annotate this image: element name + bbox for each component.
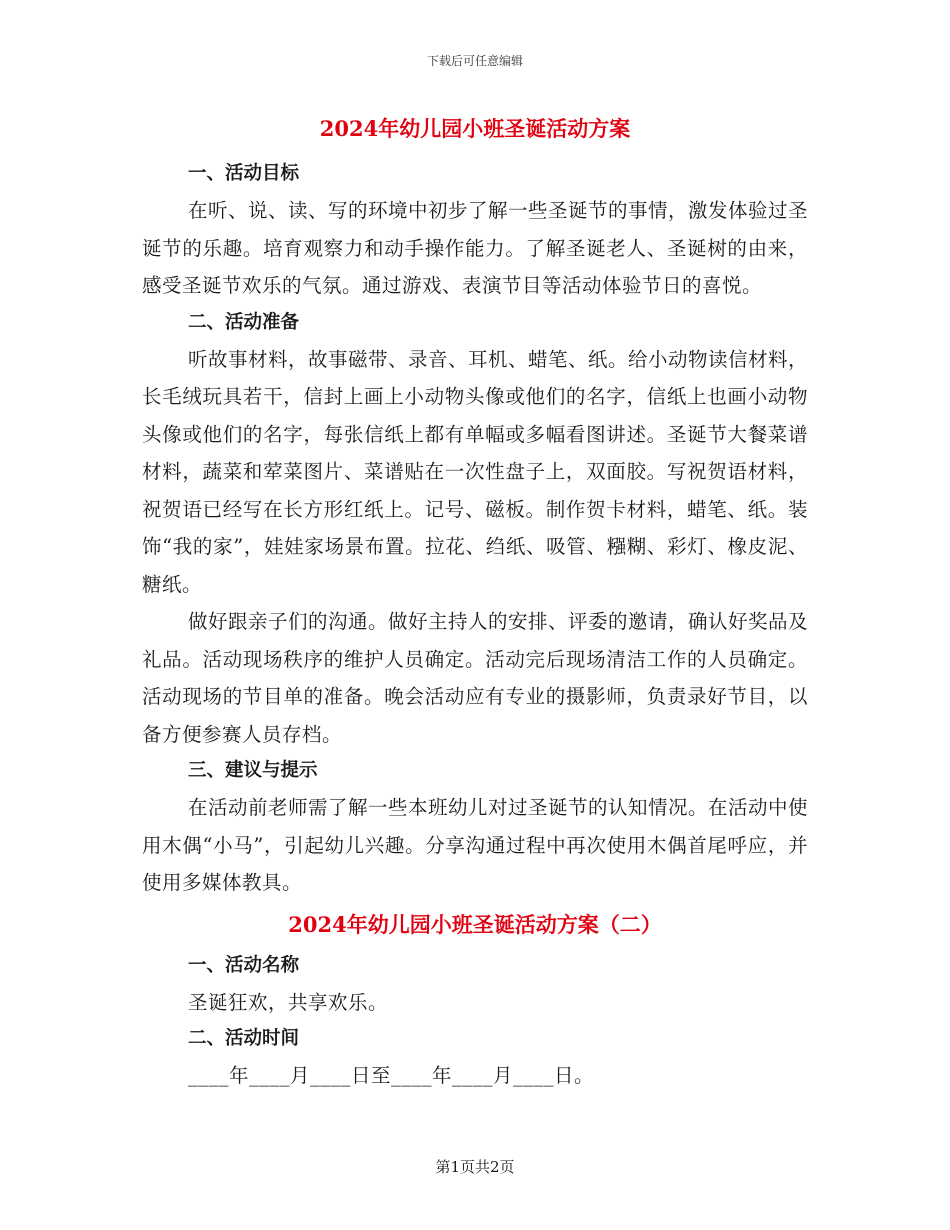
page-header-note: 下载后可任意编辑 — [426, 54, 523, 68]
document-body — [142, 112, 808, 1095]
page-footer-number: 第1页共2页 — [435, 1158, 515, 1176]
section-heading-activity-time: 二、活动时间 — [188, 1028, 300, 1049]
paragraph-goals: 在听、说、读、写的环境中初步了解一些圣诞节的事情，激发体验过圣诞节的乐趣。培育观察力和动手操作能力。了解圣诞老人、圣诞树的由来，感受圣诞节欢乐的气氛。通过游戏、表演节目等活动体验节日的喜悦。 — [142, 199, 809, 297]
document-title: 2024年幼儿园小班圣诞活动方案 — [319, 116, 631, 141]
section-heading-suggestions: 三、建议与提示 — [188, 760, 318, 781]
section-heading-goals: 一、活动目标 — [188, 163, 300, 184]
section-heading-preparation: 二、活动准备 — [188, 311, 300, 333]
document-title-second: 2024年幼儿园小班圣诞活动方案（二） — [288, 911, 662, 937]
paragraph-activity-time: ____年____月____日至____年____月____日。 — [188, 1064, 595, 1087]
paragraph-suggestions: 在活动前老师需了解一些本班幼儿对过圣诞节的认知情况。在活动中使用木偶“小马”，引起幼儿兴趣。分享沟通过程中再次使用木偶首尾呼应，并使用多媒体教具。 — [142, 796, 809, 894]
paragraph-preparation-materials: 听故事材料，故事磁带、录音、耳机、蜡笔、纸。给小动物读信材料，长毛绒玩具若干，信封上画上小动物头像或他们的名字，信纸上也画小动物头像或他们的名字，每张信纸上都有单幅或多幅看图讲述。圣诞节大餐菜谱材料，蔬菜和荤菜图片、菜谱贴在一次性盘子上，双面胶。写祝贺语材料，祝贺语已经写在长方形红纸上。记号、磁板。制作贺卡材料，蜡笔、纸。装饰“我的家”，娃娃家场景布置。拉花、绉纸、吸管、糨糊、彩灯、橡皮泥、糖纸。 — [142, 347, 809, 596]
paragraph-activity-name: 圣诞狂欢，共享欢乐。 — [188, 990, 389, 1014]
paragraph-preparation-communication: 做好跟亲子们的沟通。做好主持人的安排、评委的邀请，确认好奖品及礼品。活动现场秩序的维护人员确定。活动完后现场清洁工作的人员确定。活动现场的节目单的准备。晚会活动应有专业的摄影师，负责录好节目，以备方便参赛人员存档。 — [142, 610, 809, 746]
section-heading-activity-name: 一、活动名称 — [188, 954, 300, 976]
